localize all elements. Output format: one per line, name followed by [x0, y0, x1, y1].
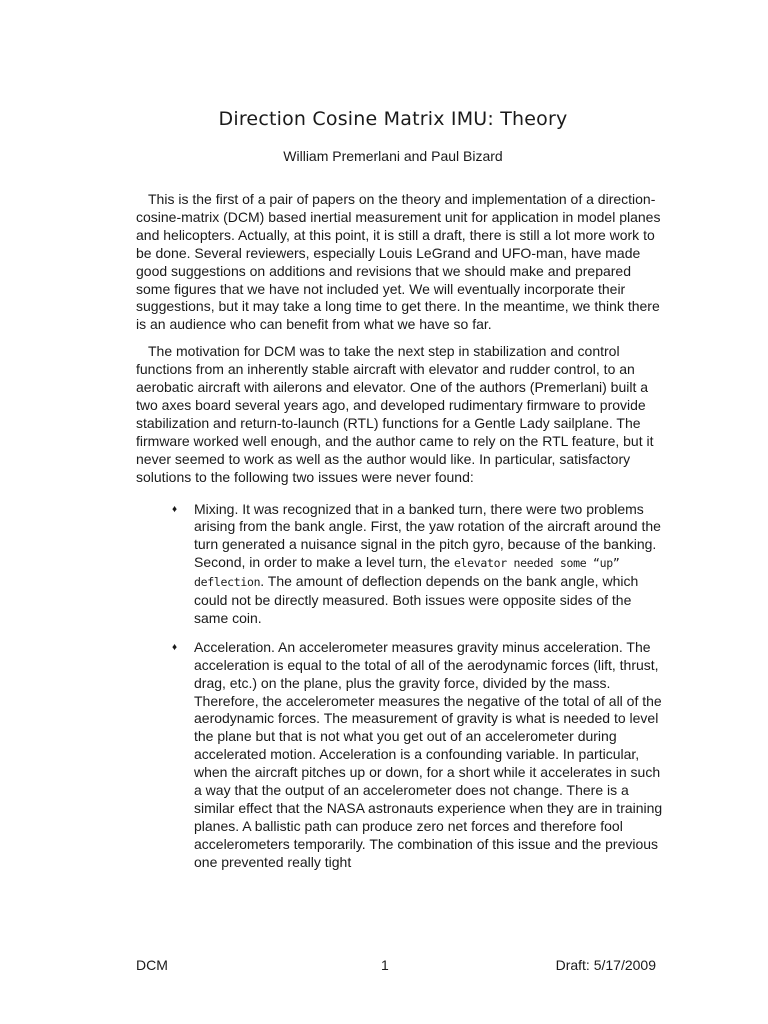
diamond-bullet-icon: ♦ — [172, 641, 178, 653]
bullet-text-part: Mixing. It was recognized that in a banked turn, there were two problems arising from the bank angle. First, the yaw rotation of the aircraft around the turn generated a nuisance signal in the pitch gyro, because of the banking. Second, in order to make a level turn, the — [194, 500, 661, 571]
bullet-text-part: . The amount of deflection depends on the bank angle, which could not be directly measured. Both issues were opposite sides of the same coin. — [194, 573, 639, 626]
bullet-text: Acceleration. An accelerometer measures gravity minus acceleration. The acceleration is equal to the total of all of the aerodynamic forces (lift, thrust, drag, etc.) on the plane, plus the gravity force, divided by the mass. Therefore, the accelerometer measures the negative of the total of all of the aerodynamic forces. The measurement of gravity is what is needed to level the plane but that is not what you get out of an accelerometer during accelerated motion. Acceleration is a confounding variable. In particular, when the aircraft pitches up or down, for a short while it accelerates in such a way that the output of an accelerometer does not change. There is a similar effect that the NASA astronauts experience when they are in training planes. A ballistic path can produce zero net forces and therefore fool accelerometers temporarily. The combination of this issue and the previous one prevented really tight — [194, 638, 663, 870]
footer-page-number: 1 — [381, 957, 389, 973]
footer-doc-label: DCM — [136, 957, 168, 973]
issue-list — [136, 501, 666, 872]
list-item-mixing — [136, 501, 666, 628]
paragraph-motivation: The motivation for DCM was to take the next step in stabilization and control functions from an inherently stable aircraft with elevator and rudder control, to an aerobatic aircraft with ailerons and elevator. One of the authors (Premerlani) built a two axes board several years ago, and developed rudimentary firmware to provide stabilization and return-to-launch (RTL) functions for a Gentle Lady sailplane. The firmware worked well enough, and the author came to rely on the RTL feature, but it never seemed to work as well as the author would like. In particular, satisfactory solutions to the following two issues were never found: — [136, 343, 654, 485]
document-authors: William Premerlani and Paul Bizard — [283, 148, 503, 164]
paragraph-intro: This is the first of a pair of papers on the theory and implementation of a direction-cosine-matrix (DCM) based inertial measurement unit for application in model planes and helicopters. Actually, at this point, it is still a draft, there is still a lot more work to be done. Several reviewers, especially Louis LeGrand and UFO-man, have made good suggestions on additions and revisions that we should make and prepared some figures that we have not included yet. We will eventually incorporate their suggestions, but it may take a long time to get there. In the meantime, we think there is an audience who can benefit from what we have so far. — [136, 191, 661, 333]
list-item-acceleration — [136, 639, 666, 872]
diamond-bullet-icon: ♦ — [172, 503, 178, 515]
footer-draft-date: Draft: 5/17/2009 — [555, 957, 656, 973]
document-title: Direction Cosine Matrix IMU: Theory — [218, 108, 568, 130]
page-footer — [136, 957, 656, 975]
bullet-text-mono: elevator needed some “up” deflection — [194, 556, 620, 590]
document-body — [136, 191, 666, 883]
